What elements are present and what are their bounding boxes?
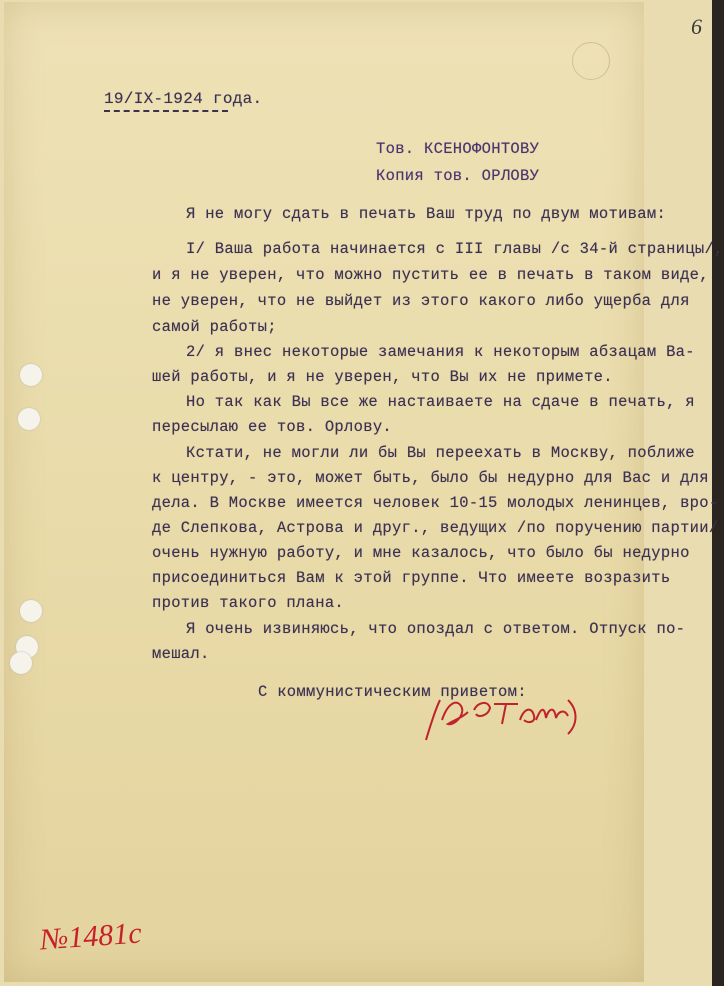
copy-to: Копия тов. ОРЛОВУ [376, 167, 540, 185]
body-line: Я очень извиняюсь, что опоздал с ответом. Отпуск по- [186, 620, 686, 638]
body-line: пересылаю ее тов. Орлову. [152, 418, 393, 436]
body-line: мешал. [152, 645, 210, 663]
punch-hole [20, 364, 42, 386]
body-line: не уверен, что не выйдет из этого какого либо ущерба для [152, 292, 690, 310]
body-line: присоединиться Вам к этой группе. Что имеете возразить [152, 569, 671, 587]
body-line: самой работы; [152, 318, 277, 336]
body-line: Кстати, не могли ли бы Вы переехать в Москву, поближе [186, 444, 695, 462]
page-number: 6 [691, 14, 702, 39]
handwritten-signature [418, 690, 588, 755]
document-page [4, 2, 644, 982]
addressee: Тов. КСЕНОФОНТОВУ [376, 140, 540, 158]
body-line: дела. В Москве имеется человек 10-15 молодых ленинцев, вро- [152, 494, 719, 512]
body-line: и я не уверен, что можно пустить ее в печать в таком виде, [152, 266, 709, 284]
body-line: Я не могу сдать в печать Ваш труд по двум мотивам: [186, 205, 667, 223]
body-line: к центру, - это, может быть, было бы недурно для Вас и для [152, 469, 709, 487]
date-line: 19/IX-1924 года. [104, 90, 263, 108]
body-line: шей работы, и я не уверен, что Вы их не примете. [152, 368, 613, 386]
date-underline [104, 110, 228, 112]
punch-hole [10, 652, 32, 674]
archive-number: №1481с [38, 916, 143, 957]
body-line: очень нужную работу, и мне казалось, что было бы недурно [152, 544, 690, 562]
body-line: Но так как Вы все же настаиваете на сдаче в печать, я [186, 393, 695, 411]
body-line: I/ Ваша работа начинается с III главы /с 34-й страницы/, [186, 240, 724, 258]
faded-stamp [572, 42, 610, 80]
punch-hole [18, 408, 40, 430]
punch-hole [20, 600, 42, 622]
body-line: против такого плана. [152, 594, 345, 612]
body-line: де Слепкова, Астрова и друг., ведущих /по поручению партии/ [152, 519, 719, 537]
body-line: 2/ я внес некоторые замечания к некоторым абзацам Ва- [186, 343, 695, 361]
closing-line: С коммунистическим приветом: [258, 683, 527, 701]
scan-edge [712, 0, 724, 986]
